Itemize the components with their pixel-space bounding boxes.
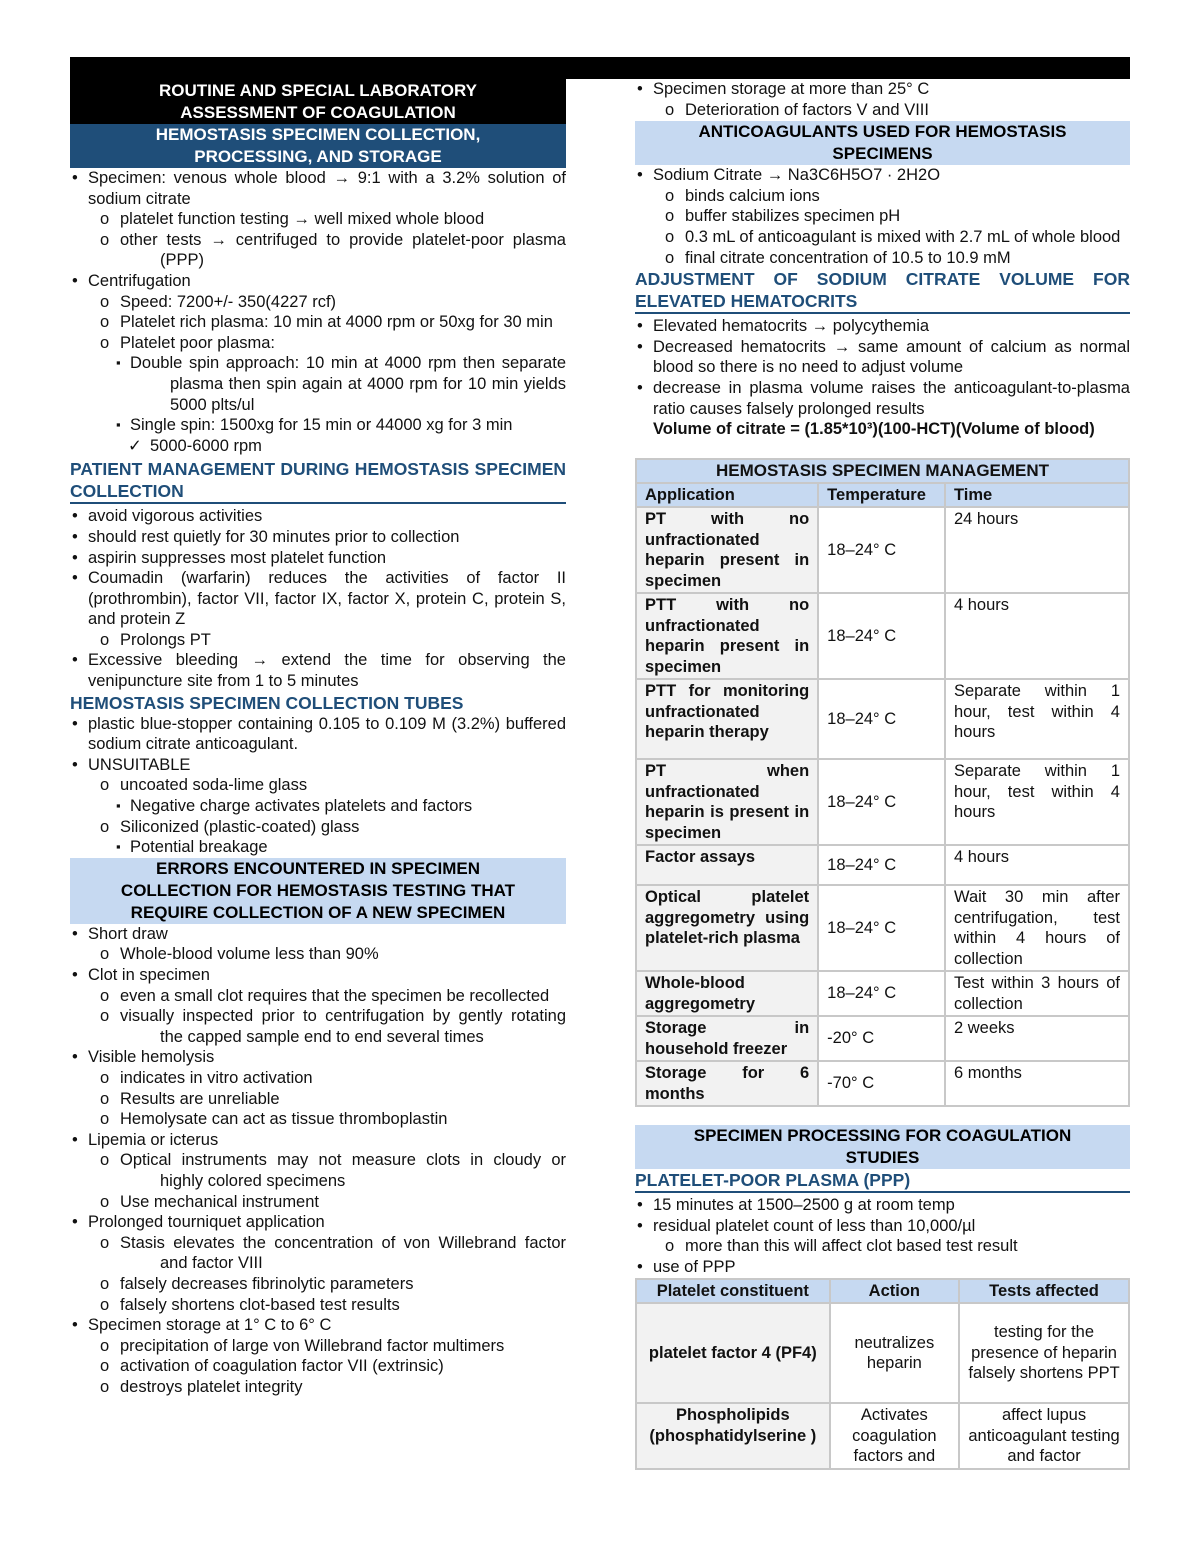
column-header-tests-affected: Tests affected: [959, 1279, 1129, 1304]
list-item: [635, 1236, 1130, 1257]
list-item: [70, 353, 566, 415]
table-cell-temp: 18–24° C: [818, 845, 945, 885]
table-cell-temp: 18–24° C: [818, 971, 945, 1016]
specimen-management-body: [636, 507, 1129, 1106]
list-item-text: o Siliconized (plastic-coated) glass: [120, 817, 360, 836]
table-cell-time: 6 months: [945, 1061, 1129, 1106]
list-item-text: o indicates in vitro activation: [120, 1068, 313, 1087]
list-item-text: o falsely decreases fibrinolytic parameters: [120, 1274, 414, 1293]
list-item-text: ▪ Potential breakage: [130, 838, 268, 857]
list-item: • Excessive bleeding → extend the time for observing the venipuncture site from 1 to 5 minutes: [70, 650, 566, 691]
errors-list: [70, 924, 566, 1398]
table-row: [636, 971, 1129, 1016]
table-row: [636, 845, 1129, 885]
section-title-anticoagulants-line-2: SPECIMENS: [832, 144, 933, 164]
section-title-processing: [635, 1125, 1130, 1169]
list-item: • Visible hemolysis: [70, 1047, 566, 1068]
table-row: [636, 1016, 1129, 1061]
table-cell-temp: -20° C: [818, 1016, 945, 1061]
list-item-text: o Platelet rich plasma: 10 min at 4000 rpm or 50xg for 30 min: [120, 313, 553, 332]
list-item: [70, 1274, 566, 1295]
table-cell-temp: 18–24° C: [818, 679, 945, 759]
list-item-text: o Results are unreliable: [120, 1089, 280, 1108]
table-cell-constituent: Phospholipids (phosphatidylserine ): [636, 1403, 830, 1469]
table-row: [636, 759, 1129, 845]
list-item-text: o destroys platelet integrity: [120, 1377, 303, 1396]
list-item-text: o other tests → centrifuged to provide platelet-poor plasma (PPP): [120, 230, 566, 270]
list-item: [70, 1192, 566, 1213]
list-item-text: o Speed: 7200+/- 350(4227 rcf): [120, 292, 337, 311]
table-row: [636, 1303, 1129, 1403]
list-item: • Specimen: venous whole blood → 9:1 with a 3.2% solution of sodium citrate: [70, 168, 566, 209]
list-item-text: o more than this will affect clot based test result: [685, 1237, 1018, 1256]
citrate-formula: Volume of citrate = (1.85*10³)(100-HCT)(Volume of blood): [653, 420, 1095, 439]
list-item-text: o even a small clot requires that the specimen be recollected: [120, 986, 550, 1005]
table-cell-action: neutralizes heparin: [830, 1303, 959, 1403]
section-title-anticoagulants: [635, 121, 1130, 165]
list-item: [635, 100, 1130, 121]
list-item-text: o Stasis elevates the concentration of von Willebrand factor and factor VIII: [120, 1233, 566, 1273]
column-header-time: Time: [945, 483, 1129, 508]
list-item-text: ▪ Negative charge activates platelets and factors: [130, 797, 473, 816]
list-item: [70, 333, 566, 354]
section-title-collection-line-1: HEMOSTASIS SPECIMEN COLLECTION,: [155, 125, 481, 144]
platelet-constituent-body: [636, 1303, 1129, 1469]
list-item: [70, 292, 566, 313]
list-item: • Coumadin (warfarin) reduces the activities of factor II (prothrombin), factor VII, factor IX, factor X, protein C, protein S, and protein Z: [70, 568, 566, 630]
list-item-text: o platelet function testing → well mixed whole blood: [120, 210, 485, 229]
list-item: [635, 206, 1130, 227]
list-item: • Prolonged tourniquet application: [70, 1212, 566, 1233]
list-item: • Specimen storage at more than 25° C: [635, 79, 1130, 100]
list-item: [70, 230, 566, 271]
top-black-bar: [70, 57, 1130, 79]
list-item: [70, 817, 566, 838]
list-item: • Decreased hematocrits → same amount of calcium as normal blood so there is no need to adjust volume: [635, 337, 1130, 378]
table-header-row: [636, 483, 1129, 508]
table-cell-temp: 18–24° C: [818, 593, 945, 679]
list-item-text: o precipitation of large von Willebrand factor multimers: [120, 1336, 505, 1355]
anticoagulants-list: [635, 165, 1130, 268]
section-title-collection: [70, 124, 566, 168]
table-cell-temp: -70° C: [818, 1061, 945, 1106]
list-item-text: o Platelet poor plasma:: [120, 333, 276, 352]
document-title-line-2: ASSESSMENT OF COAGULATION: [180, 103, 456, 122]
ppp-list: [635, 1195, 1130, 1277]
table-cell-temp: 18–24° C: [818, 759, 945, 845]
table-cell-time: Separate within 1 hour, test within 4 hours: [945, 759, 1129, 845]
list-item: • Lipemia or icterus: [70, 1130, 566, 1151]
list-item: [70, 1109, 566, 1130]
adjustment-list: [635, 316, 1130, 419]
table-cell-time: 2 weeks: [945, 1016, 1129, 1061]
list-item-text: ▪ Single spin: 1500xg for 15 min or 44000 xg for 3 min: [130, 416, 513, 435]
list-item: • residual platelet count of less than 10,000/µl: [635, 1216, 1130, 1237]
list-item: • decrease in plasma volume raises the anticoagulant-to-plasma ratio causes falsely prolonged results: [635, 378, 1130, 419]
list-item: • aspirin suppresses most platelet function: [70, 548, 566, 569]
list-item: [70, 1150, 566, 1191]
list-item: [70, 415, 566, 436]
list-item: • Elevated hematocrits → polycythemia: [635, 316, 1130, 337]
list-item: • Clot in specimen: [70, 965, 566, 986]
list-item-text: o visually inspected prior to centrifugation by gently rotating the capped sample end to end several times: [120, 1007, 566, 1046]
table-cell-time: 4 hours: [945, 845, 1129, 885]
collection-tubes-list: [70, 714, 566, 858]
list-item: • 15 minutes at 1500–2500 g at room temp: [635, 1195, 1130, 1216]
section-title-processing-line-1: SPECIMEN PROCESSING FOR COAGULATION: [693, 1126, 1072, 1146]
list-item: [70, 1336, 566, 1357]
list-item: • Short draw: [70, 924, 566, 945]
table-cell-time: 24 hours: [945, 507, 1129, 593]
list-item-text: o buffer stabilizes specimen pH: [685, 207, 901, 226]
table-cell-time: Wait 30 min after centrifugation, test within 4 hours of collection: [945, 885, 1129, 971]
list-item: [70, 944, 566, 965]
list-item: [70, 312, 566, 333]
section-title-anticoagulants-line-1: ANTICOAGULANTS USED FOR HEMOSTASIS: [698, 122, 1067, 142]
section-title-collection-tubes: HEMOSTASIS SPECIMEN COLLECTION TUBES: [70, 692, 464, 713]
list-item-text: o Prolongs PT: [120, 630, 211, 649]
table-row: [636, 1403, 1129, 1469]
list-item-text: o Hemolysate can act as tissue thromboplastin: [120, 1110, 448, 1129]
list-item-text: o Use mechanical instrument: [120, 1192, 319, 1211]
list-item: [70, 1233, 566, 1274]
list-item: [70, 837, 566, 858]
list-item-text: o falsely shortens clot-based test results: [120, 1295, 400, 1314]
section-title-patient-management: PATIENT MANAGEMENT DURING HEMOSTASIS SPECIMEN COLLECTION: [70, 458, 566, 504]
table-row: [636, 507, 1129, 593]
list-item: • Centrifugation: [70, 271, 566, 292]
list-item: [70, 986, 566, 1007]
table-cell-tests-affected: testing for the presence of heparin falsely shortens PPT: [959, 1303, 1129, 1403]
column-header-platelet-constituent: Platelet constituent: [636, 1279, 830, 1304]
table-cell-app: Factor assays: [636, 845, 818, 885]
section-title-ppp: PLATELET-POOR PLASMA (PPP): [635, 1169, 1130, 1193]
list-item: • should rest quietly for 30 minutes prior to collection: [70, 527, 566, 548]
list-item-text: o binds calcium ions: [685, 186, 820, 205]
table-cell-app: Whole-blood aggregometry: [636, 971, 818, 1016]
table-row: [636, 593, 1129, 679]
table-cell-app: PT with no unfractionated heparin present in specimen: [636, 507, 818, 593]
list-item-text: o Optical instruments may not measure clots in cloudy or highly colored specimens: [120, 1151, 566, 1190]
collection-list: [70, 168, 566, 456]
table-cell-constituent: platelet factor 4 (PF4): [636, 1303, 830, 1403]
table-cell-app: Storage for 6 months: [636, 1061, 818, 1106]
section-title-collection-line-2: PROCESSING, AND STORAGE: [194, 147, 442, 166]
list-item: [70, 1089, 566, 1110]
column-header-application: Application: [636, 483, 818, 508]
list-item: [70, 1295, 566, 1316]
platelet-constituent-table: [635, 1278, 1130, 1470]
section-title-errors-line-3: REQUIRE COLLECTION OF A NEW SPECIMEN: [130, 902, 506, 922]
table-cell-time: Separate within 1 hour, test within 4 hours: [945, 679, 1129, 759]
list-item: [70, 1006, 566, 1047]
list-item: [635, 186, 1130, 207]
patient-management-list: [70, 506, 566, 691]
list-item: [70, 1356, 566, 1377]
list-item-text: o Whole-blood volume less than 90%: [120, 945, 379, 964]
list-item: • UNSUITABLE: [70, 755, 566, 776]
table-cell-action: Activates coagulation factors and: [830, 1403, 959, 1469]
storage-list: [635, 79, 1130, 120]
section-title-processing-line-2: STUDIES: [845, 1148, 920, 1168]
list-item: [70, 209, 566, 230]
table-row: [636, 885, 1129, 971]
column-header-action: Action: [830, 1279, 959, 1304]
specimen-management-caption: HEMOSTASIS SPECIMEN MANAGEMENT: [635, 458, 1130, 482]
table-cell-time: 4 hours: [945, 593, 1129, 679]
document-title: [70, 79, 566, 124]
table-cell-temp: 18–24° C: [818, 507, 945, 593]
list-item: [70, 775, 566, 796]
table-cell-app: PTT for monitoring unfractionated heparin therapy: [636, 679, 818, 759]
right-column: [635, 79, 1130, 1470]
list-item: • plastic blue-stopper containing 0.105 to 0.109 M (3.2%) buffered sodium citrate anticoagulant.: [70, 714, 566, 755]
list-item: [70, 1377, 566, 1398]
list-item-text: o 0.3 mL of anticoagulant is mixed with 2.7 mL of whole blood: [685, 227, 1121, 246]
specimen-management-table: [635, 482, 1130, 1108]
list-item: • Specimen storage at 1° C to 6° C: [70, 1315, 566, 1336]
list-item: [70, 630, 566, 651]
table-header-row: [636, 1279, 1129, 1304]
list-item: [70, 1068, 566, 1089]
section-title-errors-line-2: COLLECTION FOR HEMOSTASIS TESTING THAT: [120, 880, 516, 900]
list-item: [70, 796, 566, 817]
list-item: [635, 248, 1130, 269]
list-item: • avoid vigorous activities: [70, 506, 566, 527]
table-cell-tests-affected: affect lupus anticoagulant testing and factor: [959, 1403, 1129, 1469]
column-header-temperature: Temperature: [818, 483, 945, 508]
table-cell-app: Optical platelet aggregometry using platelet-rich plasma: [636, 885, 818, 971]
table-cell-time: Test within 3 hours of collection: [945, 971, 1129, 1016]
list-item-text: o activation of coagulation factor VII (extrinsic): [120, 1357, 444, 1376]
section-title-errors-line-1: ERRORS ENCOUNTERED IN SPECIMEN: [156, 858, 480, 878]
list-item-text: o Deterioration of factors V and VIII: [685, 100, 929, 119]
table-row: [636, 1061, 1129, 1106]
list-item-text: ▪ Double spin approach: 10 min at 4000 rpm then separate plasma then spin again at 4000 rpm for 10 min yields 5000 plts/ul: [130, 354, 566, 414]
table-row: [636, 679, 1129, 759]
list-item: • Sodium Citrate → Na3C6H5O7 · 2H2O: [635, 165, 1130, 186]
table-cell-temp: 18–24° C: [818, 885, 945, 971]
table-cell-app: PTT with no unfractionated heparin present in specimen: [636, 593, 818, 679]
list-item-text: o final citrate concentration of 10.5 to 10.9 mM: [685, 248, 1011, 267]
table-cell-app: Storage in household freezer: [636, 1016, 818, 1061]
document-title-line-1: ROUTINE AND SPECIAL LABORATORY: [159, 81, 477, 100]
table-cell-app: PT when unfractionated heparin is present in specimen: [636, 759, 818, 845]
list-item: • use of PPP: [635, 1257, 1130, 1278]
list-item: [635, 227, 1130, 248]
section-title-adjustment: ADJUSTMENT OF SODIUM CITRATE VOLUME FOR ELEVATED HEMATOCRITS: [635, 268, 1130, 314]
left-column: [70, 79, 566, 1397]
list-item: ✓ 5000-6000 rpm: [70, 436, 566, 457]
list-item-text: o uncoated soda-lime glass: [120, 776, 308, 795]
section-title-errors: [70, 858, 566, 924]
